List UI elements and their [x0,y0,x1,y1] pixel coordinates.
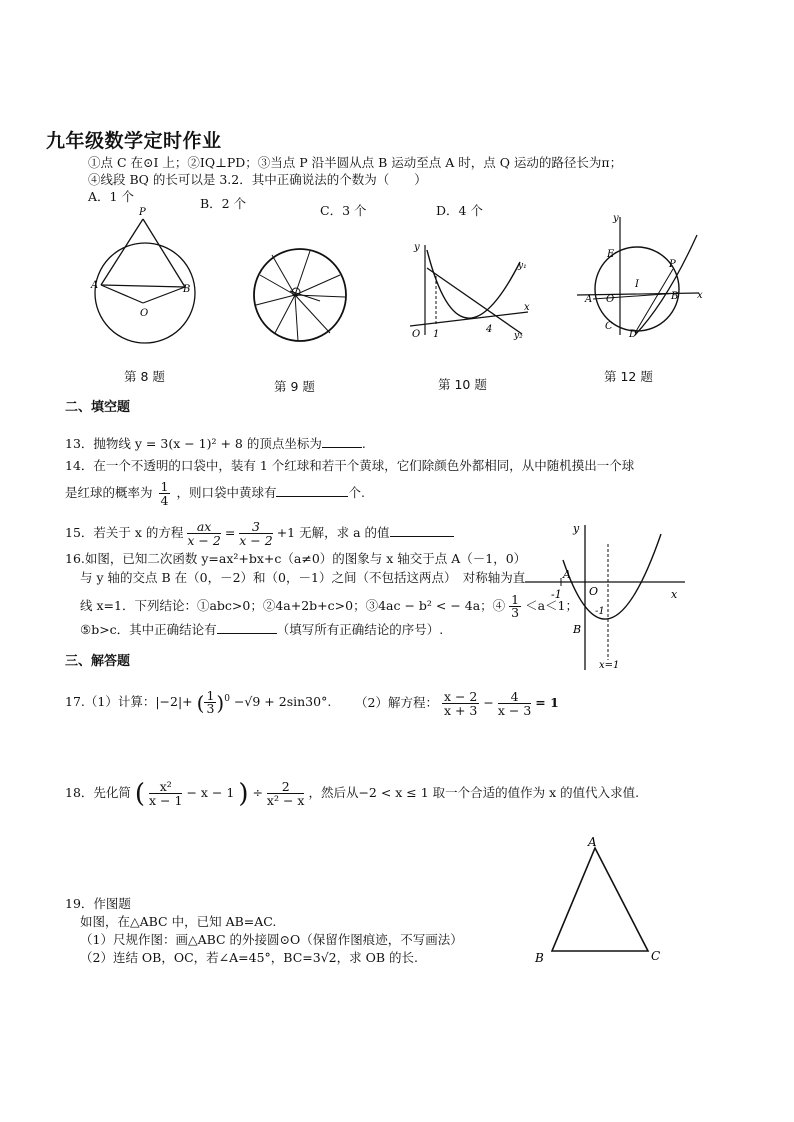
fig19-triangle [552,848,648,951]
fig8-label-p: P [139,207,146,218]
fig12-segment-pd [635,269,673,333]
q18-fraction-1 [149,780,182,807]
q8-option-c: C．3 个 [320,203,367,218]
q17-fraction [204,690,216,715]
q17-f2-num: 4 [498,690,531,704]
fig12-caption: 第 12 题 [604,369,653,384]
q15-fraction-2 [239,520,272,547]
q16-blank[interactable] [217,633,277,634]
q18-f1-num: x² [149,780,182,794]
fig10-caption: 第 10 题 [438,377,487,392]
fig10-label-o: O [412,329,421,340]
fig16-label-a: A [563,568,571,581]
q14-text-c: 个. [348,485,365,500]
q18-tail: ，然后从−2 < x ≤ 1 取一个合适的值作为 x 的值代入求值. [308,785,640,800]
fig12-label-y: y [613,213,619,224]
fig10-label-1: 1 [433,329,440,340]
q18-f1-den: x − 1 [149,793,183,808]
q17-fraction-2 [498,690,531,717]
q8-option-b: B．2 个 [200,196,247,211]
fig10-label-4: 4 [486,324,493,335]
q14-text-a: 是红球的概率为 [65,485,153,500]
fig8-tangent-pa [101,219,143,285]
q16-fraction [509,594,521,619]
figure-16 [525,520,695,675]
q13-text: 13．抛物线 y = 3(x − 1)² + 8 的顶点坐标为 [65,436,322,451]
q17-frac-den: 3 [206,701,215,716]
fig16-label-x: x [671,588,678,601]
q14-line2 [65,480,365,507]
q17-rhs: = 1 [535,695,559,710]
q15-f1-den: x − 2 [187,533,221,548]
fig16-label-neg1: -1 [551,588,562,601]
figure-10 [400,240,535,340]
fig19-label-a: A [588,835,597,849]
fig8-tangent-pb [143,219,185,287]
q17-fraction-1 [442,690,479,717]
fig10-line-y2 [427,268,522,334]
fig19-label-c: C [651,949,661,963]
fig8-chord-ab [101,285,185,287]
section-fill-in: 二、填空题 [65,400,131,415]
q18-mid: − x − 1 [186,785,235,800]
q15 [65,520,454,547]
fig12-label-a: A [585,294,593,305]
fig12-label-d: D [629,329,638,340]
q8-line2: ④线段 BQ 的长可以是 3.2．其中正确说法的个数为（ ） [88,172,427,187]
q14-blank[interactable] [276,496,348,497]
fig8-label-o: O [140,308,149,319]
q8-option-d: D．4 个 [436,203,483,218]
fig10-label-x: x [524,302,530,313]
q16-line4-b: （填写所有正确结论的序号）. [276,622,444,637]
fig9-caption: 第 9 题 [274,379,315,394]
q16-line3 [80,594,578,619]
section-answers: 三、解答题 [65,654,131,669]
q17-f2-den: x − 3 [497,703,532,718]
fig19-label-b: B [535,951,544,965]
q16-line3-a: 线 x=1．下列结论：①abc>0；②4a+2b+c>0；③4ac − b² < − 4a；④ [80,598,506,613]
q17-part1-b: −√9 + 2sin30°. [233,694,332,709]
fig16-label-b: B [573,623,582,636]
fig12-label-p: P [669,259,676,270]
fig12-label-o: O [606,294,615,305]
q15-eq: = [224,525,236,540]
figure-9 [250,245,350,345]
q16-line1: 16.如图，已知二次函数 y=ax²+bx+c（a≠0）的图象与 x 轴交于点 A（－1，0） [65,551,527,566]
q18-div: ÷ [252,785,263,800]
fig10-label-y2: y₂ [514,331,523,341]
q14-line1: 14．在一个不透明的口袋中，装有 1 个红球和若干个黄球，它们除颜色外都相同，从中随机摸出一个球 [65,458,635,473]
fig12-label-c: C [605,321,613,332]
q13-blank[interactable] [322,447,362,448]
q17-part1-a: 17.（1）计算：|−2|+ [65,694,193,709]
fig12-label-e: E [607,249,615,260]
fig16-label-o: O [589,585,599,598]
fig8-segment-bo [143,287,185,303]
q18: 18．先化简 ( $\frac{\text{x²}}{x - 1}$ − x − 1 ) ÷ $\frac{2}{\text{x² − x}}$ ，然后从−2 < x ≤ 1 取一个合适的值作为 x 的值代入求值. [65,778,640,809]
q15-tail: +1 无解，求 a 的值 [276,525,390,540]
fig10-x-axis [410,312,528,326]
q15-blank[interactable] [390,536,454,537]
q17-exponent: 0 [224,693,230,704]
fig8-label-b: B [183,284,191,295]
q16-frac-num: 1 [511,592,520,607]
q15-f2-num: 3 [239,520,272,534]
q17-minus: − [483,695,494,710]
fig16-label-axis: x=1 [599,660,620,671]
q19-line2: （1）尺规作图：画△ABC 的外接圆⊙O（保留作图痕迹，不写画法） [80,932,463,947]
q17-part1: 17.（1）计算：|−2|+ ( $\frac{1}{3}$ )$^0$ −√9 + 2sin30°. [65,688,332,716]
q16-line4 [80,622,443,638]
q19-title: 19．作图题 [65,896,131,911]
q15-f2-den: x − 2 [239,533,273,548]
q8-line1: ①点 C 在⊙I 上；②IQ⊥PD；③当点 P 沿半圆从点 B 运动至点 A 时，点 Q 运动的路径长为π； [88,155,623,170]
q16-line3-b: ＜a＜1； [525,598,579,613]
q18-f2-den: x² − x [266,793,305,808]
fig8-segment-ao [101,285,143,303]
q14-text-b: ，则口袋中黄球有 [176,485,277,500]
figure-19 [530,835,670,968]
q17-part2-label: （2）解方程： [355,695,438,710]
q19-line3: （2）连结 OB，OC，若∠A=45°，BC=3√2，求 OB 的长. [80,950,418,965]
q15-prefix: 15．若关于 x 的方程 [65,525,184,540]
q18-prefix: 18．先化简 [65,785,131,800]
q17-f1-num: x − 2 [443,689,478,704]
q17-part2 [355,690,559,717]
q18-f2-num: 2 [267,780,305,794]
fig16-label-y: y [573,522,580,535]
q17-frac-num: 1 [206,688,215,703]
fig10-label-y1: y₁ [518,261,527,271]
fig12-label-b: B [671,291,679,302]
figure-8 [85,205,215,345]
q14-frac-den: 4 [160,493,169,508]
figure-12 [575,213,705,343]
fig8-label-a: A [91,280,99,291]
q18-fraction-2 [267,780,305,807]
q14-frac-num: 1 [160,479,169,494]
fig8-circle [95,243,195,343]
q8-option-a: A．1 个 [88,189,134,204]
q15-fraction-1 [187,520,220,547]
page-title: 九年级数学定时作业 [46,130,222,152]
fig10-parabola-y1 [427,250,520,318]
fig12-label-x: x [697,290,703,301]
fig8-caption: 第 8 题 [124,369,165,384]
fig10-label-y: y [414,242,420,253]
q13: 13．抛物线 y = 3(x − 1)² + 8 的顶点坐标为 . [65,436,366,451]
fig16-parabola [563,534,661,619]
fig16-label-neg1-y: -1 [595,606,605,617]
q17-f1-den: x + 3 [443,703,478,718]
fig12-label-i: I [635,279,639,290]
q15-f1-num: ax [187,520,220,534]
q14-fraction [159,480,171,507]
q19-line1: 如图，在△ABC 中，已知 AB=AC. [80,914,277,929]
q16-line2: 与 y 轴的交点 B 在（0，－2）和（0，－1）之间（不包括这两点） 对称轴为直 [80,570,526,585]
q16-frac-den: 3 [511,605,520,620]
q16-line4-a: ⑤b>c．其中正确结论有 [80,622,217,637]
